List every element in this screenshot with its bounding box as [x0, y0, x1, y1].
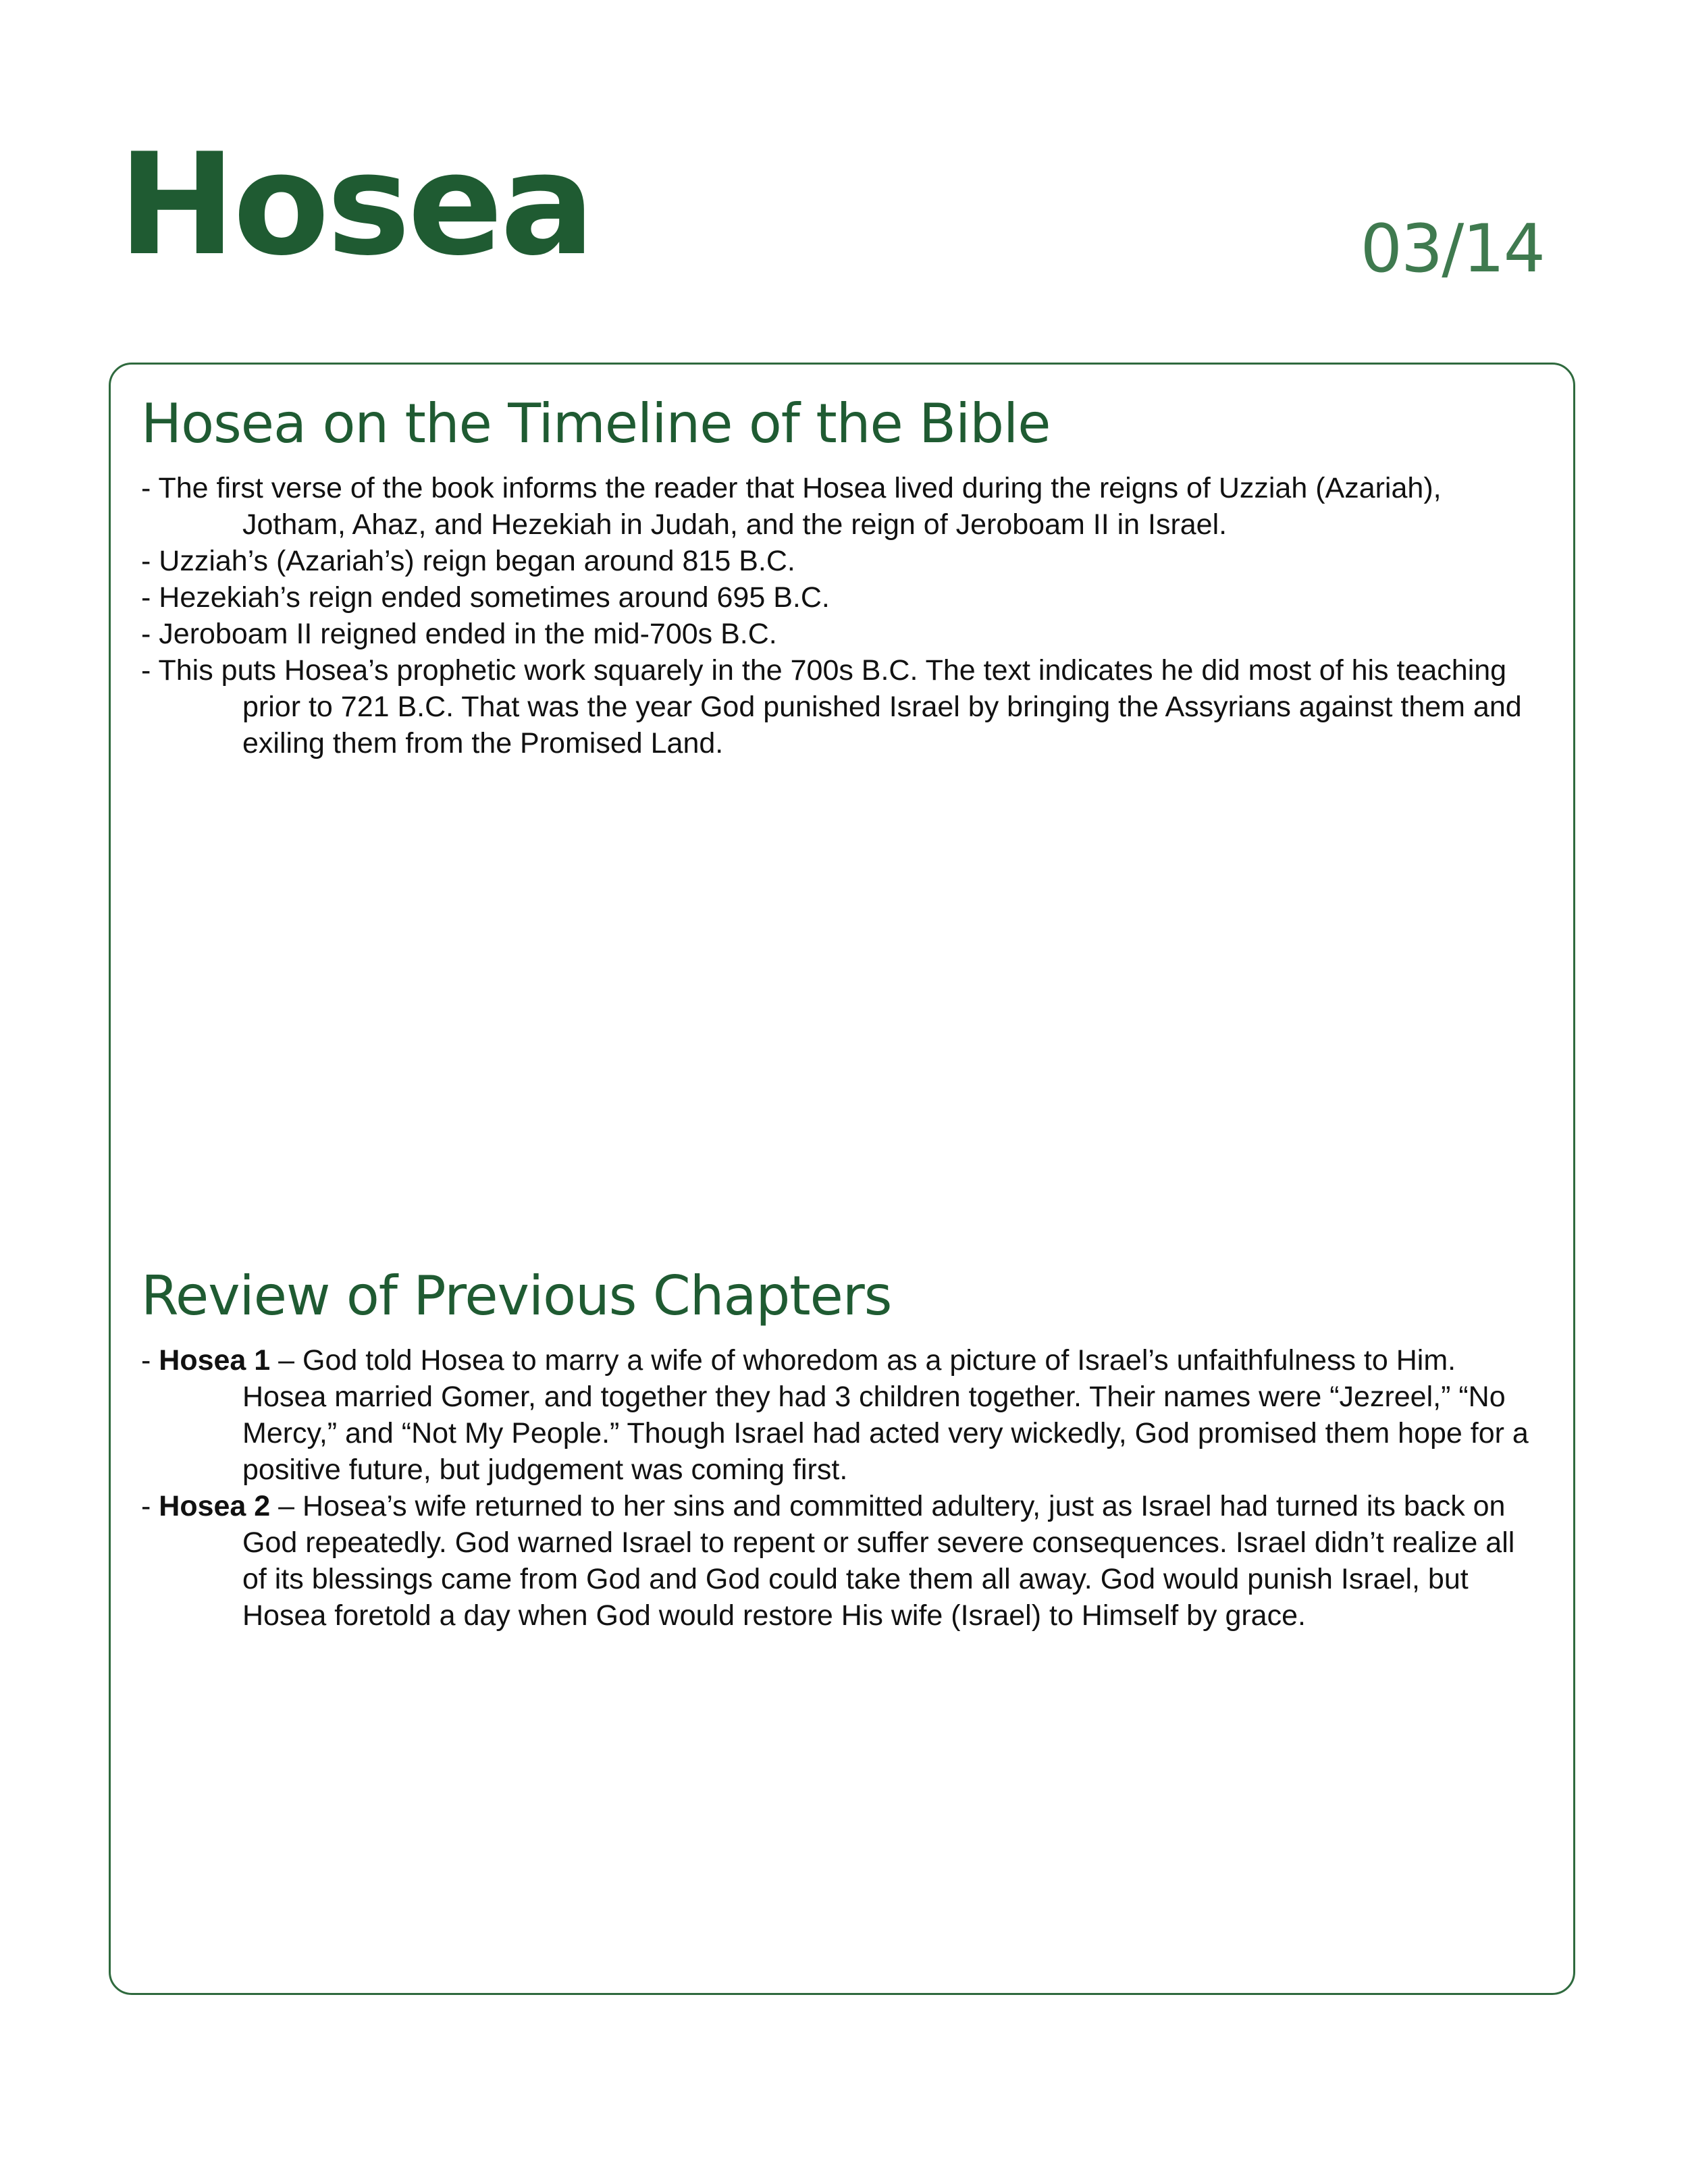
timeline-item: - Jeroboam II reigned ended in the mid-700s B.C.: [141, 618, 777, 650]
content-box: [109, 363, 1575, 1995]
review-item-text: God told Hosea to marry a wife of whoredom as a picture of Israel’s unfaithfulness to Him. Hosea married Gomer, and together they had 3 children together. Their names were “Jezreel,” “No Mercy,” and “Not My People.” Though Israel had acted very wickedly, God promised them hope for a positive future, but judgement was coming first.: [242, 1344, 1529, 1486]
timeline-item: - The first verse of the book informs the reader that Hosea lived during the reigns of Uzziah (Azariah), Jotham, Ahaz, and Hezekiah in Judah, and the reign of Jeroboam II in Israel.: [141, 472, 1442, 541]
review-item: - Hosea 1 – God told Hosea to marry a wife of whoredom as a picture of Israel’s unfaithfulness to Him. Hosea married Gomer, and together they had 3 children together. Their names were “Jezreel,” “No Mercy,” and “Not My People.” Though Israel had acted very wickedly, God promised them hope for a positive future, but judgement was coming first.: [141, 1344, 1529, 1486]
review-item-text: Hosea’s wife returned to her sins and committed adultery, just as Israel had turned its back on God repeatedly. God warned Israel to repent or suffer severe consequences. Israel didn’t realize all of its blessings came from God and God could take them all away. God would punish Israel, but Hosea foretold a day when God would restore His wife (Israel) to Himself by grace.: [242, 1490, 1515, 1632]
document-title: Hosea: [118, 124, 593, 287]
timeline-list: [141, 470, 1543, 762]
timeline-item: - Uzziah’s (Azariah’s) reign began around 815 B.C.: [141, 545, 795, 577]
timeline-item-text: Hezekiah’s reign ended sometimes around 695 B.C.: [159, 581, 830, 614]
review-item: - Hosea 2 – Hosea’s wife returned to her sins and committed adultery, just as Israel had turned its back on God repeatedly. God warned Israel to repent or suffer severe consequences. Israel didn’t realize all of its blessings came from God and God could take them all away. God would punish Israel, but Hosea foretold a day when God would restore His wife (Israel) to Himself by grace.: [141, 1490, 1515, 1632]
timeline-item-text: Uzziah’s (Azariah’s) reign began around 815 B.C.: [159, 545, 795, 577]
timeline-item: - Hezekiah’s reign ended sometimes around 695 B.C.: [141, 581, 830, 614]
page-number: 03/14: [1360, 211, 1544, 288]
timeline-item-text: Jeroboam II reigned ended in the mid-700s B.C.: [159, 618, 777, 650]
timeline-section: [141, 392, 1543, 762]
review-item-label: Hosea 2: [159, 1490, 271, 1522]
review-heading: Review of Previous Chapters: [141, 1264, 892, 1327]
timeline-item: - This puts Hosea’s prophetic work squarely in the 700s B.C. The text indicates he did most of his teaching prior to 721 B.C. That was the year God punished Israel by bringing the Assyrians against them and exiling them from the Promised Land.: [141, 654, 1522, 760]
review-item-label: Hosea 1: [159, 1344, 271, 1377]
timeline-item-text: This puts Hosea’s prophetic work squarely in the 700s B.C. The text indicates he did most of his teaching prior to 721 B.C. That was the year God punished Israel by bringing the Assyrians against them and exiling them from the Promised Land.: [158, 654, 1522, 760]
timeline-item-text: The first verse of the book informs the reader that Hosea lived during the reigns of Uzziah (Azariah), Jotham, Ahaz, and Hezekiah in Judah, and the reign of Jeroboam II in Israel.: [158, 472, 1442, 541]
timeline-heading: Hosea on the Timeline of the Bible: [141, 392, 1051, 455]
review-section: [141, 1264, 1543, 1634]
review-list: [141, 1342, 1543, 1634]
